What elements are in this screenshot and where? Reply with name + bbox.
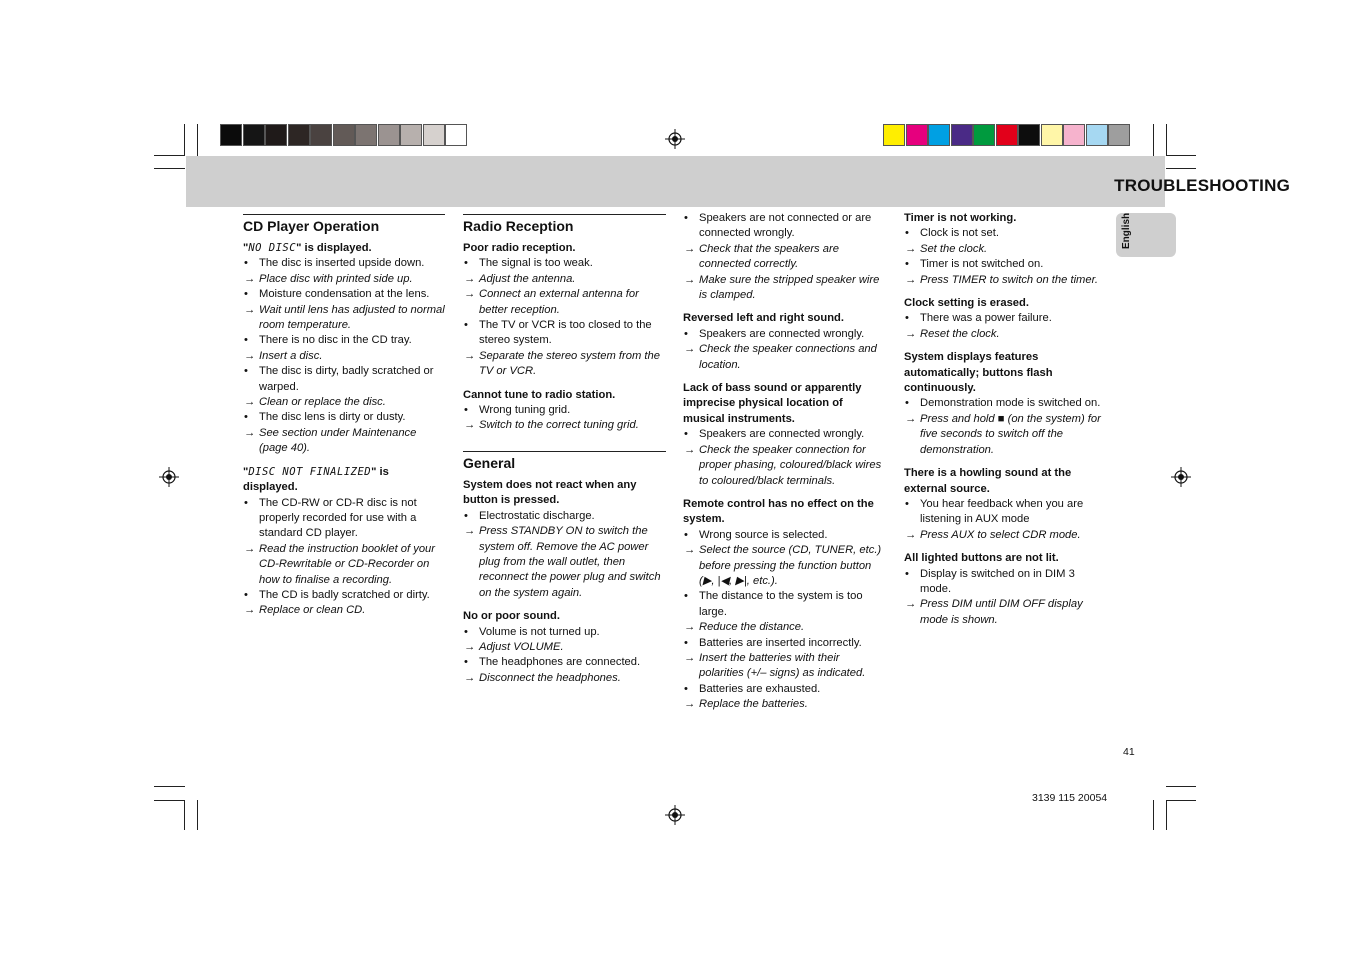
column-cd-player — [243, 214, 445, 619]
item-list — [904, 226, 1104, 288]
solution-item — [243, 303, 445, 334]
item-text: Press DIM until DIM OFF display mode is shown. — [920, 598, 1083, 626]
arrow-icon: → — [905, 528, 917, 541]
bullet-icon: • — [464, 319, 468, 332]
bullet-icon: • — [464, 625, 468, 638]
cause-item — [243, 287, 445, 302]
solution-item — [683, 242, 886, 273]
cause-item — [683, 211, 886, 242]
item-text: Clock is not set. — [920, 227, 999, 240]
registration-mark-icon — [1171, 467, 1191, 487]
color-swatch — [220, 124, 242, 146]
cause-item — [463, 509, 666, 524]
color-swatch — [355, 124, 377, 146]
bullet-icon: • — [244, 257, 248, 270]
registration-mark-icon — [665, 129, 685, 149]
arrow-icon: → — [684, 698, 696, 711]
cause-item — [243, 256, 445, 271]
language-tab — [1116, 213, 1176, 257]
item-text: Press AUX to select CDR mode. — [920, 528, 1081, 541]
item-text: Read the instruction booklet of your CD-Rewritable or CD-Recorder on how to finalise a recording. — [259, 542, 435, 586]
subheading-demo-mode: System displays features automatically; buttons flash continuously. — [904, 351, 1053, 395]
solution-item — [243, 272, 445, 287]
item-text: Select the source (CD, TUNER, etc.) before pressing the function button (▶, |◀, ▶|, etc.). — [699, 544, 882, 587]
item-text: Timer is not switched on. — [920, 258, 1044, 271]
subheading-howling: There is a howling sound at the external source. — [904, 467, 1072, 495]
subheading-timer: Timer is not working. — [904, 212, 1017, 224]
cause-item — [463, 318, 666, 349]
item-text: Press TIMER to switch on the timer. — [920, 273, 1099, 286]
cause-item — [463, 403, 666, 418]
solution-item — [463, 349, 666, 380]
arrow-icon: → — [464, 525, 476, 538]
bullet-icon: • — [905, 497, 909, 510]
solution-item — [463, 418, 666, 433]
cause-item — [463, 625, 666, 640]
solution-item — [243, 426, 445, 457]
color-swatch — [883, 124, 905, 146]
arrow-icon: → — [684, 621, 696, 634]
item-text: Volume is not turned up. — [479, 625, 600, 638]
arrow-icon: → — [905, 327, 917, 340]
item-text: Adjust the antenna. — [479, 272, 576, 285]
cause-item — [243, 333, 445, 348]
item-text: Make sure the stripped speaker wire is clamped. — [699, 273, 880, 302]
bullet-icon: • — [464, 509, 468, 522]
item-text: Clean or replace the disc. — [259, 396, 386, 409]
arrow-icon: → — [684, 343, 696, 356]
solution-item — [904, 412, 1104, 458]
color-swatch — [1063, 124, 1085, 146]
item-text: Reduce the distance. — [699, 621, 805, 634]
bullet-icon: • — [684, 682, 688, 695]
document-code: 3139 115 20054 — [1032, 792, 1108, 804]
gray-ramp-bar — [220, 124, 468, 146]
solution-item — [683, 443, 886, 489]
color-swatch — [996, 124, 1018, 146]
arrow-icon: → — [464, 640, 476, 653]
subheading-poor-reception: Poor radio reception. — [463, 242, 576, 254]
arrow-icon: → — [464, 349, 476, 362]
item-text: See section under Maintenance (page 40). — [259, 426, 417, 455]
item-text: Reset the clock. — [920, 327, 1000, 340]
color-swatch — [445, 124, 467, 146]
color-swatch — [906, 124, 928, 146]
cause-item — [904, 257, 1104, 272]
solution-item — [463, 287, 666, 318]
item-text: Check the speaker connection for proper phasing, coloured/black wires to coloured/black terminals. — [699, 443, 882, 487]
item-text: Check that the speakers are connected correctly. — [699, 242, 839, 271]
item-text: The disc is inserted upside down. — [259, 257, 425, 270]
color-swatch — [333, 124, 355, 146]
item-text: The disc lens is dirty or dusty. — [259, 411, 406, 424]
bullet-icon: • — [464, 656, 468, 669]
item-list — [683, 211, 886, 303]
solution-item — [904, 242, 1104, 257]
arrow-icon: → — [905, 598, 917, 611]
arrow-icon: → — [684, 651, 696, 664]
item-list — [463, 509, 666, 601]
bullet-icon: • — [684, 212, 688, 224]
cause-item — [463, 655, 666, 670]
subheading-no-disc: "NO DISC" is displayed. — [243, 242, 372, 254]
item-text: There is no disc in the CD tray. — [259, 334, 412, 347]
item-text: Press and hold ■ (on the system) for five seconds to switch off the demonstration. — [920, 412, 1101, 456]
item-text: Demonstration mode is switched on. — [920, 397, 1101, 410]
cause-item — [243, 364, 445, 395]
arrow-icon: → — [905, 412, 917, 425]
arrow-icon: → — [684, 443, 696, 456]
item-text: Speakers are connected wrongly. — [699, 327, 865, 340]
bullet-icon: • — [905, 258, 909, 271]
arrow-icon: → — [244, 426, 256, 439]
item-text: Wrong tuning grid. — [479, 404, 571, 417]
color-swatch — [288, 124, 310, 146]
color-swatch — [243, 124, 265, 146]
item-text: There was a power failure. — [920, 312, 1052, 325]
bullet-icon: • — [244, 334, 248, 347]
subheading-disc-not-finalized: "DISC NOT FINALIZED" is displayed. — [243, 465, 389, 494]
bullet-icon: • — [684, 428, 688, 441]
item-text: Replace or clean CD. — [259, 604, 366, 617]
item-list — [683, 427, 886, 489]
subheading-cannot-tune: Cannot tune to radio station. — [463, 388, 616, 401]
item-text: Insert a disc. — [259, 349, 323, 362]
subheading-no-sound: No or poor sound. — [463, 610, 560, 623]
solution-item — [243, 395, 445, 410]
solution-item — [904, 528, 1104, 543]
solution-item — [904, 327, 1104, 342]
item-text: Insert the batteries with their polarities (+/– signs) as indicated. — [699, 651, 866, 680]
bullet-icon: • — [905, 397, 909, 410]
bullet-icon: • — [684, 636, 688, 649]
cause-item — [683, 636, 886, 651]
cause-item — [904, 311, 1104, 326]
item-list — [904, 497, 1104, 543]
solution-item — [463, 640, 666, 655]
solution-item — [683, 697, 886, 712]
arrow-icon: → — [244, 604, 256, 617]
bullet-icon: • — [684, 327, 688, 340]
item-text: The distance to the system is too large. — [699, 590, 863, 618]
item-text: The disc is dirty, badly scratched or warped. — [259, 365, 434, 393]
item-text: Disconnect the headphones. — [479, 671, 621, 684]
item-list — [904, 396, 1104, 458]
arrow-icon: → — [464, 671, 476, 684]
subheading-lack-of-bass: Lack of bass sound or apparently imprecise physical location of musical instruments. — [683, 382, 862, 425]
arrow-icon: → — [244, 396, 256, 409]
color-swatch — [1041, 124, 1063, 146]
color-swatch — [973, 124, 995, 146]
arrow-icon: → — [464, 288, 476, 301]
item-text: Display is switched on in DIM 3 mode. — [920, 567, 1075, 595]
color-swatch — [310, 124, 332, 146]
item-text: Wait until lens has adjusted to normal room temperature. — [259, 303, 445, 332]
section-heading-cd-player: CD Player Operation — [243, 214, 445, 235]
item-text: Check the speaker connections and location. — [699, 343, 877, 371]
item-text: Switch to the correct tuning grid. — [479, 419, 639, 432]
bullet-icon: • — [684, 528, 688, 541]
item-text: The TV or VCR is too closed to the stereo system. — [479, 319, 652, 347]
arrow-icon: → — [684, 273, 696, 286]
item-list — [904, 567, 1104, 629]
color-swatch — [1086, 124, 1108, 146]
cause-item — [904, 396, 1104, 411]
item-text: Set the clock. — [920, 242, 988, 255]
item-list — [683, 327, 886, 373]
subheading-reversed-sound: Reversed left and right sound. — [683, 312, 845, 325]
arrow-icon: → — [684, 242, 696, 255]
item-text: Batteries are inserted incorrectly. — [699, 636, 862, 649]
item-text: Adjust VOLUME. — [479, 640, 564, 653]
item-list — [463, 625, 666, 687]
language-tab-label: English — [1121, 212, 1132, 249]
cause-item — [683, 427, 886, 442]
solution-item — [243, 542, 445, 588]
color-swatch — [1018, 124, 1040, 146]
solution-item — [463, 272, 666, 287]
cause-item — [683, 589, 886, 620]
arrow-icon: → — [464, 272, 476, 285]
solution-item — [683, 651, 886, 682]
arrow-icon: → — [684, 544, 696, 557]
registration-mark-icon — [159, 467, 179, 487]
cause-item — [904, 567, 1104, 598]
solution-item — [683, 620, 886, 635]
solution-item — [904, 597, 1104, 628]
registration-mark-icon — [665, 805, 685, 825]
item-text: Separate the stereo system from the TV or VCR. — [479, 349, 660, 378]
item-text: The headphones are connected. — [479, 656, 641, 669]
bullet-icon: • — [464, 404, 468, 417]
color-swatch — [423, 124, 445, 146]
color-bar — [883, 124, 1131, 146]
arrow-icon: → — [244, 303, 256, 316]
bullet-icon: • — [244, 588, 248, 601]
color-swatch — [400, 124, 422, 146]
cause-item — [683, 528, 886, 543]
item-list — [904, 311, 1104, 342]
bullet-icon: • — [244, 365, 248, 378]
solution-item — [683, 273, 886, 304]
header-band — [186, 156, 1165, 207]
item-text: Speakers are connected wrongly. — [699, 428, 865, 441]
item-text: Speakers are not connected or are connected wrongly. — [699, 212, 872, 240]
arrow-icon: → — [905, 273, 917, 286]
item-list — [243, 256, 445, 456]
item-text: Connect an external antenna for better reception. — [479, 288, 639, 316]
item-list — [243, 496, 445, 619]
section-heading-radio: Radio Reception — [463, 214, 666, 235]
item-text: You hear feedback when you are listening in AUX mode — [920, 497, 1084, 526]
cause-item — [243, 588, 445, 603]
item-text: The CD-RW or CD-R disc is not properly recorded for use with a standard CD player. — [259, 496, 417, 540]
solution-item — [463, 671, 666, 686]
color-swatch — [951, 124, 973, 146]
bullet-icon: • — [244, 411, 248, 424]
item-list — [463, 403, 666, 434]
bullet-icon: • — [464, 257, 468, 270]
cause-item — [463, 256, 666, 271]
solution-item — [243, 603, 445, 618]
page-number: 41 — [1123, 746, 1135, 758]
cause-item — [904, 497, 1104, 528]
bullet-icon: • — [905, 227, 909, 240]
item-text: Moisture condensation at the lens. — [259, 288, 430, 301]
item-text: Wrong source is selected. — [699, 528, 828, 541]
solution-item — [683, 342, 886, 373]
solution-item — [683, 543, 886, 589]
arrow-icon: → — [905, 242, 917, 255]
item-text: Press STANDBY ON to switch the system off. Remove the AC power plug from the wall outlet, then reconnect the power plug and switch on the system again. — [479, 525, 661, 599]
column-radio-general — [463, 214, 666, 686]
subheading-remote-control: Remote control has no effect on the system. — [683, 497, 874, 526]
arrow-icon: → — [244, 542, 256, 555]
item-text: Replace the batteries. — [699, 698, 808, 711]
cause-item — [683, 682, 886, 697]
solution-item — [463, 524, 666, 601]
cause-item — [683, 327, 886, 342]
column-speakers-remote — [683, 211, 886, 713]
column-timer-clock — [904, 211, 1104, 628]
item-text: Place disc with printed side up. — [259, 272, 413, 285]
section-heading-general: General — [463, 451, 666, 472]
subheading-clock-erased: Clock setting is erased. — [904, 297, 1029, 310]
bullet-icon: • — [905, 567, 909, 580]
subheading-no-react: System does not react when any button is pressed. — [463, 478, 637, 507]
cause-item — [243, 496, 445, 542]
item-list — [463, 256, 666, 379]
solution-item — [243, 349, 445, 364]
arrow-icon: → — [244, 272, 256, 285]
bullet-icon: • — [244, 288, 248, 301]
bullet-icon: • — [684, 590, 688, 603]
color-swatch — [265, 124, 287, 146]
item-text: The CD is badly scratched or dirty. — [259, 588, 430, 601]
bullet-icon: • — [905, 312, 909, 325]
color-swatch — [928, 124, 950, 146]
subheading-buttons-not-lit: All lighted buttons are not lit. — [904, 552, 1059, 565]
cause-item — [904, 226, 1104, 241]
item-list — [683, 528, 886, 713]
bullet-icon: • — [244, 496, 248, 509]
solution-item — [904, 273, 1104, 288]
cause-item — [243, 410, 445, 425]
page-title: TROUBLESHOOTING — [1114, 176, 1290, 195]
arrow-icon: → — [464, 419, 476, 432]
color-swatch — [1108, 124, 1130, 146]
color-swatch — [378, 124, 400, 146]
item-text: Batteries are exhausted. — [699, 682, 821, 695]
item-text: Electrostatic discharge. — [479, 509, 595, 522]
arrow-icon: → — [244, 349, 256, 362]
item-text: The signal is too weak. — [479, 257, 593, 270]
